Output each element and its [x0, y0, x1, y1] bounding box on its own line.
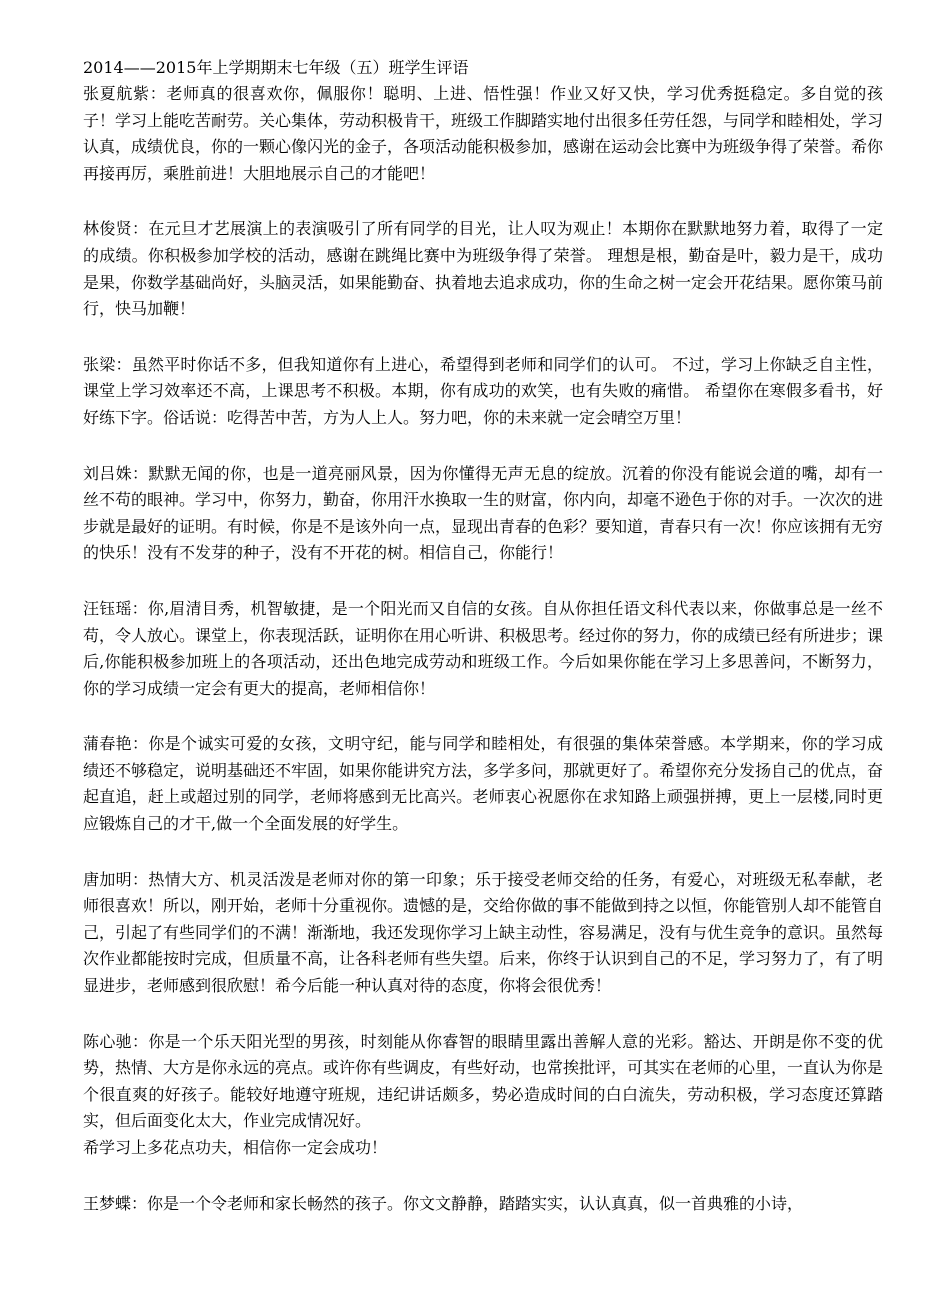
comment-body: 默默无闻的你，也是一道亮丽风景，因为你懂得无声无息的绽放。沉着的你没有能说会道的嘴，却有一丝不苟的眼神。学习中，你努力，勤奋，你用汗水换取一生的财富，你内向，却毫不逊色于你的对手。一次次的进步就是最好的证明。有时候，你是不是该外向一点，显现出青春的色彩？要知道，青春只有一次！你应该拥有无穷的快乐！没有不发芽的种子，没有不开花的树。相信自己，你能行！ [83, 463, 884, 563]
student-comment [83, 81, 883, 187]
comment-body: 虽然平时你话不多，但我知道你有上进心，希望得到老师和同学们的认可。 不过，学习上你缺乏自主性，课堂上学习效率还不高，上课思考不积极。本期，你有成功的欢笑，也有失败的痛惜。 希望你在寒假多看书，好好练下字。俗话说：吃得苦中苦，方为人上人。努力吧，你的未来就一定会晴空万里！ [83, 354, 883, 427]
comment-text: 林俊贤：在元旦才艺展演上的表演吸引了所有同学的目光，让人叹为观止！本期你在默默地努力着，取得了一定的成绩。你积极参加学校的活动，感谢在跳绳比赛中为班级争得了荣誉。 理想是根，勤奋是叶，毅力是干，成功是果，你数学基础尚好，头脑灵活，如果能勤奋、执着地去追求成功，你的生命之树一定会开花结果。愿你策马前行，快马加鞭！ [83, 219, 884, 319]
student-comment [83, 1029, 883, 1162]
comment-text: 刘吕姝：默默无闻的你，也是一道亮丽风景，因为你懂得无声无息的绽放。沉着的你没有能说会道的嘴，却有一丝不苟的眼神。学习中，你努力，勤奋，你用汗水换取一生的财富，你内向，却毫不逊色于你的对手。一次次的进步就是最好的证明。有时候，你是不是该外向一点，显现出青春的色彩？要知道，青春只有一次！你应该拥有无穷的快乐！没有不发芽的种子，没有不开花的树。相信自己，你能行！ [83, 463, 884, 563]
comment-extra: 希学习上多花点功夫，相信你一定会成功！ [83, 1138, 388, 1157]
student-name: 蒲春艳 [83, 734, 132, 754]
student-comment [83, 461, 883, 567]
document-page [83, 55, 883, 1246]
student-name: 张夏航紫 [83, 84, 150, 103]
comment-body: 你是一个令老师和家长畅然的孩子。你文文静静，踏踏实实，认认真真，似一首典雅的小诗， [147, 1193, 804, 1213]
student-comment [83, 216, 883, 322]
student-comment [83, 1191, 883, 1218]
student-comment [83, 352, 883, 432]
student-name: 王梦蝶 [83, 1193, 132, 1213]
comment-body: 老师真的很喜欢你，佩服你！聪明、上进、悟性强！作业又好又快，学习优秀挺稳定。多自觉的孩子！学习上能吃苦耐劳。关心集体，劳动积极肯干，班级工作脚踏实地付出很多任劳任怨，与同学和睦相处，学习认真，成绩优良，你的一颗心像闪光的金子，各项活动能积极参加，感谢在运动会比赛中为班级争得了荣誉。希你再接再厉，乘胜前进！大胆地展示自己的才能吧！ [83, 84, 884, 183]
student-name: 唐加明 [83, 869, 132, 889]
student-comment [83, 867, 883, 1000]
student-name: 刘吕姝 [83, 463, 132, 483]
document-title: 2014——2015年上学期期末七年级（五）班学生评语 [83, 58, 469, 77]
comment-body: 你是个诚实可爱的女孩，文明守纪，能与同学和睦相处，有很强的集体荣誉感。本学期来，你的学习成绩还不够稳定，说明基础还不牢固，如果你能讲究方法，多学多问，那就更好了。希望你充分发扬自己的优点，奋起直追，赶上或超过别的同学，老师将感到无比高兴。老师衷心祝愿你在求知路上顽强拼搏，更上一层楼,同时更应锻炼自己的才干,做一个全面发展的好学生。 [83, 734, 884, 834]
comment-text: 张梁：虽然平时你话不多，但我知道你有上进心，希望得到老师和同学们的认可。 不过，学习上你缺乏自主性，课堂上学习效率还不高，上课思考不积极。本期，你有成功的欢笑，也有失败的痛惜。 希望你在寒假多看书，好好练下字。俗话说：吃得苦中苦，方为人上人。努力吧，你的未来就一定会晴空万里！ [83, 354, 883, 427]
comment-text: 陈心驰：你是一个乐天阳光型的男孩，时刻能从你睿智的眼睛里露出善解人意的光彩。豁达、开朗是你不变的优势，热情、大方是你永远的亮点。或许你有些调皮，有些好动，也常挨批评，可其实在老师的心里，一直认为你是个很直爽的好孩子。能较好地遵守班规，违纪讲话颇多，势必造成时间的白白流失，劳动积极，学习态度还算踏实，但后面变化太大，作业完成情况好。 [83, 1031, 884, 1131]
comment-text: 唐加明：热情大方、机灵活泼是老师对你的第一印象；乐于接受老师交给的任务，有爱心，对班级无私奉献，老师很喜欢！所以，刚开始，老师十分重视你。遗憾的是，交给你做的事不能做到持之以恒，你能管别人却不能管自己，引起了有些同学们的不满！渐渐地，我还发现你学习上缺主动性，容易满足，没有与优生竞争的意识。虽然每次作业都能按时完成，但质量不高，让各科老师有些失望。后来，你终于认识到自己的不足，学习努力了，有了明显进步，老师感到很欣慰！希今后能一种认真对待的态度，你将会很优秀！ [83, 869, 884, 996]
student-name: 张梁 [83, 354, 116, 374]
comment-text: 蒲春艳：你是个诚实可爱的女孩，文明守纪，能与同学和睦相处，有很强的集体荣誉感。本学期来，你的学习成绩还不够稳定，说明基础还不牢固，如果你能讲究方法，多学多问，那就更好了。希望你充分发扬自己的优点，奋起直追，赶上或超过别的同学，老师将感到无比高兴。老师衷心祝愿你在求知路上顽强拼搏，更上一层楼,同时更应锻炼自己的才干,做一个全面发展的好学生。 [83, 734, 884, 834]
student-comment [83, 596, 883, 702]
comment-text: 张夏航紫：老师真的很喜欢你，佩服你！聪明、上进、悟性强！作业又好又快，学习优秀挺稳定。多自觉的孩子！学习上能吃苦耐劳。关心集体，劳动积极肯干，班级工作脚踏实地付出很多任劳任怨，与同学和睦相处，学习认真，成绩优良，你的一颗心像闪光的金子，各项活动能积极参加，感谢在运动会比赛中为班级争得了荣誉。希你再接再厉，乘胜前进！大胆地展示自己的才能吧！ [83, 84, 884, 183]
comment-text: 汪钰瑶：你,眉清目秀，机智敏捷，是一个阳光而又自信的女孩。自从你担任语文科代表以来，你做事总是一丝不苟，令人放心。课堂上，你表现活跃，证明你在用心听讲、积极思考。经过你的努力，你的成绩已经有所进步；课后,你能积极参加班上的各项活动，还出色地完成劳动和班级工作。今后如果你能在学习上多思善问，不断努力，你的学习成绩一定会有更大的提高，老师相信你！ [83, 598, 884, 698]
student-comment [83, 731, 883, 837]
student-name: 林俊贤 [83, 219, 132, 239]
comment-text: 王梦蝶：你是一个令老师和家长畅然的孩子。你文文静静，踏踏实实，认认真真，似一首典雅的小诗， [83, 1193, 804, 1213]
student-name: 汪钰瑶 [83, 598, 132, 618]
comment-body: 在元旦才艺展演上的表演吸引了所有同学的目光，让人叹为观止！本期你在默默地努力着，取得了一定的成绩。你积极参加学校的活动，感谢在跳绳比赛中为班级争得了荣誉。 理想是根，勤奋是叶，毅力是干，成功是果，你数学基础尚好，头脑灵活，如果能勤奋、执着地去追求成功，你的生命之树一定会开花结果。愿你策马前行，快马加鞭！ [83, 219, 884, 319]
comment-body: 热情大方、机灵活泼是老师对你的第一印象；乐于接受老师交给的任务，有爱心，对班级无私奉献，老师很喜欢！所以，刚开始，老师十分重视你。遗憾的是，交给你做的事不能做到持之以恒，你能管别人却不能管自己，引起了有些同学们的不满！渐渐地，我还发现你学习上缺主动性，容易满足，没有与优生竞争的意识。虽然每次作业都能按时完成，但质量不高，让各科老师有些失望。后来，你终于认识到自己的不足，学习努力了，有了明显进步，老师感到很欣慰！希今后能一种认真对待的态度，你将会很优秀！ [83, 869, 884, 996]
comment-body: 你是一个乐天阳光型的男孩，时刻能从你睿智的眼睛里露出善解人意的光彩。豁达、开朗是你不变的优势，热情、大方是你永远的亮点。或许你有些调皮，有些好动，也常挨批评，可其实在老师的心里，一直认为你是个很直爽的好孩子。能较好地遵守班规，违纪讲话颇多，势必造成时间的白白流失，劳动积极，学习态度还算踏实，但后面变化太大，作业完成情况好。 [83, 1031, 884, 1131]
student-name: 陈心驰 [83, 1031, 132, 1051]
comment-body: 你,眉清目秀，机智敏捷，是一个阳光而又自信的女孩。自从你担任语文科代表以来，你做事总是一丝不苟，令人放心。课堂上，你表现活跃，证明你在用心听讲、积极思考。经过你的努力，你的成绩已经有所进步；课后,你能积极参加班上的各项活动，还出色地完成劳动和班级工作。今后如果你能在学习上多思善问，不断努力，你的学习成绩一定会有更大的提高，老师相信你！ [83, 598, 884, 698]
